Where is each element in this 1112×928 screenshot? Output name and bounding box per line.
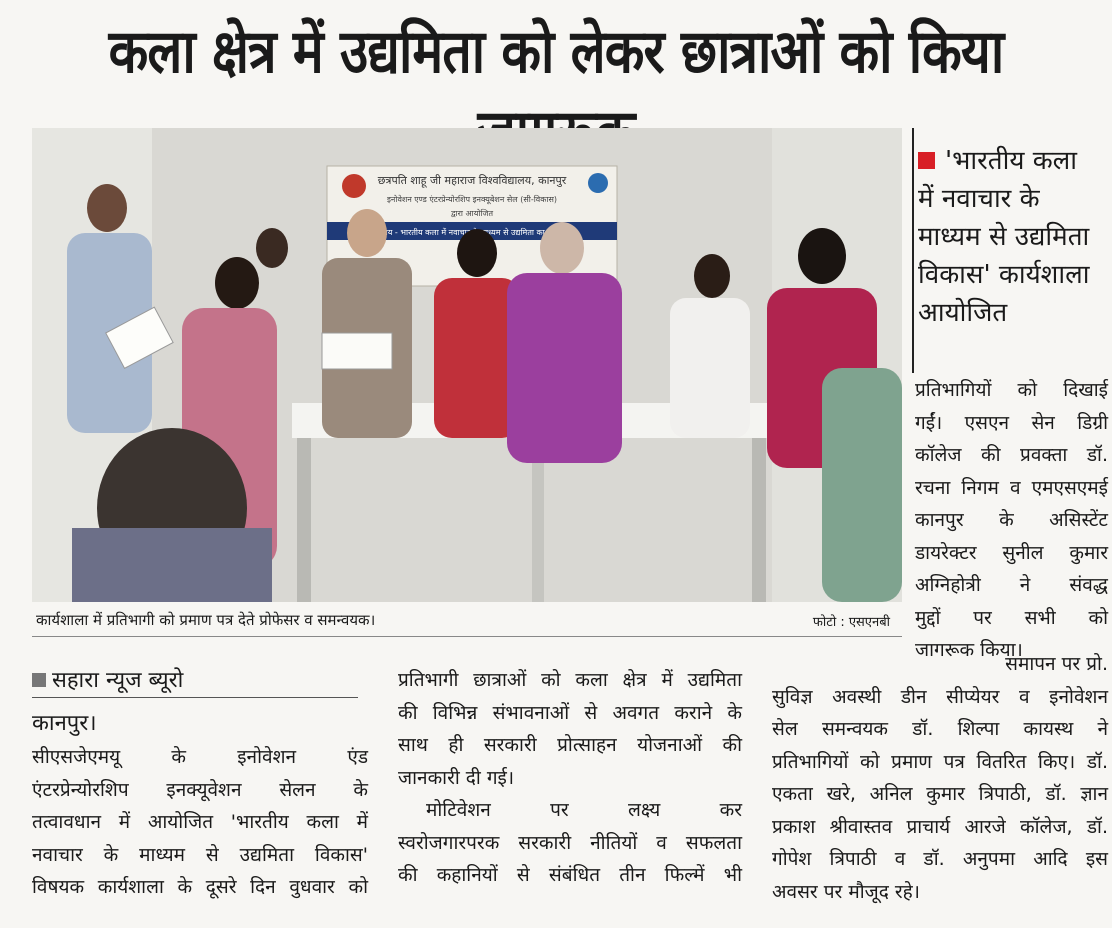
column-line: समापन पर प्रो.	[1005, 653, 1108, 675]
column-line: प्रतिभागी छात्राओं को कला क्षेत्र में उद्यमिता	[398, 669, 742, 691]
photo-credit: फोटो : एसएनबी	[812, 615, 890, 630]
photo-caption-bar	[32, 602, 902, 637]
subheadline-line: विकास' कार्यशाला	[918, 260, 1090, 290]
column-line: कानपुर के असिस्टेंट	[915, 509, 1108, 531]
column-line: तत्वावधान में आयोजित 'भारतीय कला में	[32, 811, 368, 833]
column-line: अग्निहोत्री ने संवद्ध	[915, 574, 1108, 596]
column-line: साथ ही सरकारी प्रोत्साहन योजनाओं की	[398, 734, 742, 756]
column-line: मुद्दों पर सभी को	[915, 606, 1108, 629]
gray-square-icon	[32, 673, 46, 687]
photo-banner-line-2: इनोवेशन एण्ड एंटरप्रेन्योरशिप इनक्यूबेशन सेल (सी-विकास)	[387, 195, 557, 204]
article-column-2	[398, 664, 742, 892]
column-line: सेल समन्वयक डॉ. शिल्पा कायस्थ ने	[772, 718, 1108, 740]
column-line: अवसर पर मौजूद रहे।	[772, 880, 920, 903]
column-line: रचना निगम व एमएसएमई	[915, 476, 1108, 499]
column-line: प्रतिभागियों को प्रमाण पत्र वितरित किए। डॉ.	[772, 750, 1108, 773]
column-line: की विभिन्न संभावनाओं से अवगत कराने के	[398, 701, 742, 724]
dateline: कानपुर।	[32, 711, 97, 736]
red-square-icon	[918, 152, 935, 169]
column-line: सीएसजेएमयू के इनोवेशन एंड	[32, 746, 368, 768]
subheadline	[918, 142, 1112, 332]
subheadline-line: माध्यम से उद्यमिता	[918, 222, 1090, 252]
photo-banner-line-1: छत्रपति शाहू जी महाराज विश्वविद्यालय, कानपुर	[377, 174, 567, 187]
byline-rule	[32, 697, 358, 698]
headline: कला क्षेत्र में उद्यमिता को लेकर छात्राओं को किया	[108, 17, 1004, 87]
column-line: विषयक कार्यशाला के दूसरे दिन वुधवार को	[32, 876, 368, 898]
photo-caption: कार्यशाला में प्रतिभागी को प्रमाण पत्र देते प्रोफेसर व समन्वयक।	[36, 611, 376, 629]
article-column-3-top	[915, 374, 1108, 667]
photo-banner-line-3: द्वारा आयोजित	[450, 209, 494, 218]
subheadline-line: आयोजित	[918, 298, 1008, 328]
article-column-3-bottom	[772, 648, 1108, 908]
subheadline-line: में नवाचार के	[918, 184, 1040, 214]
subheadline-box	[912, 128, 1112, 373]
column-line: गोपेश त्रिपाठी व डॉ. अनुपमा आदि इस	[772, 848, 1108, 870]
byline	[32, 664, 183, 694]
column-line: जानकारी दी गई।	[398, 766, 515, 789]
column-line: गईं। एसएन सेन डिग्री	[915, 411, 1108, 434]
column-line: नवाचार के माध्यम से उद्यमिता विकास'	[32, 843, 368, 866]
column-line: स्वरोजगारपरक सरकारी नीतियों व सफलता	[398, 831, 742, 854]
column-line: की कहानियों से संबंधित तीन फिल्में भी	[398, 864, 742, 886]
column-line: प्रकाश श्रीवास्तव प्राचार्य आरजे कॉलेज, डॉ.	[772, 815, 1108, 838]
column-line: एंटरप्रेन्योरशिप इनक्यूवेशन सेलन के	[32, 778, 368, 801]
news-photo	[32, 128, 902, 602]
subheadline-line: 'भारतीय कला	[945, 146, 1078, 176]
column-line: प्रतिभागियों को दिखाई	[915, 379, 1108, 401]
column-line: कॉलेज की प्रवक्ता डॉ.	[915, 444, 1108, 466]
column-line: डायरेक्टर सुनील कुमार	[915, 541, 1108, 564]
column-line: सुविज्ञ अवस्थी डीन सीप्येयर व इनोवेशन	[772, 685, 1108, 708]
column-line: जागरूक किया।	[915, 639, 1023, 661]
column-line: एकता खरे, अनिल कुमार त्रिपाठी, डॉ. ज्ञान	[772, 783, 1108, 805]
photo-banner-line-4: - भारतीय कला में नवाचार माध्यम से उद्यमिता का	[394, 228, 545, 237]
column-line: मोटिवेशन पर लक्ष्य कर	[426, 799, 742, 821]
article-column-1	[32, 741, 368, 904]
byline-text: सहारा न्यूज ब्यूरो	[52, 668, 184, 693]
